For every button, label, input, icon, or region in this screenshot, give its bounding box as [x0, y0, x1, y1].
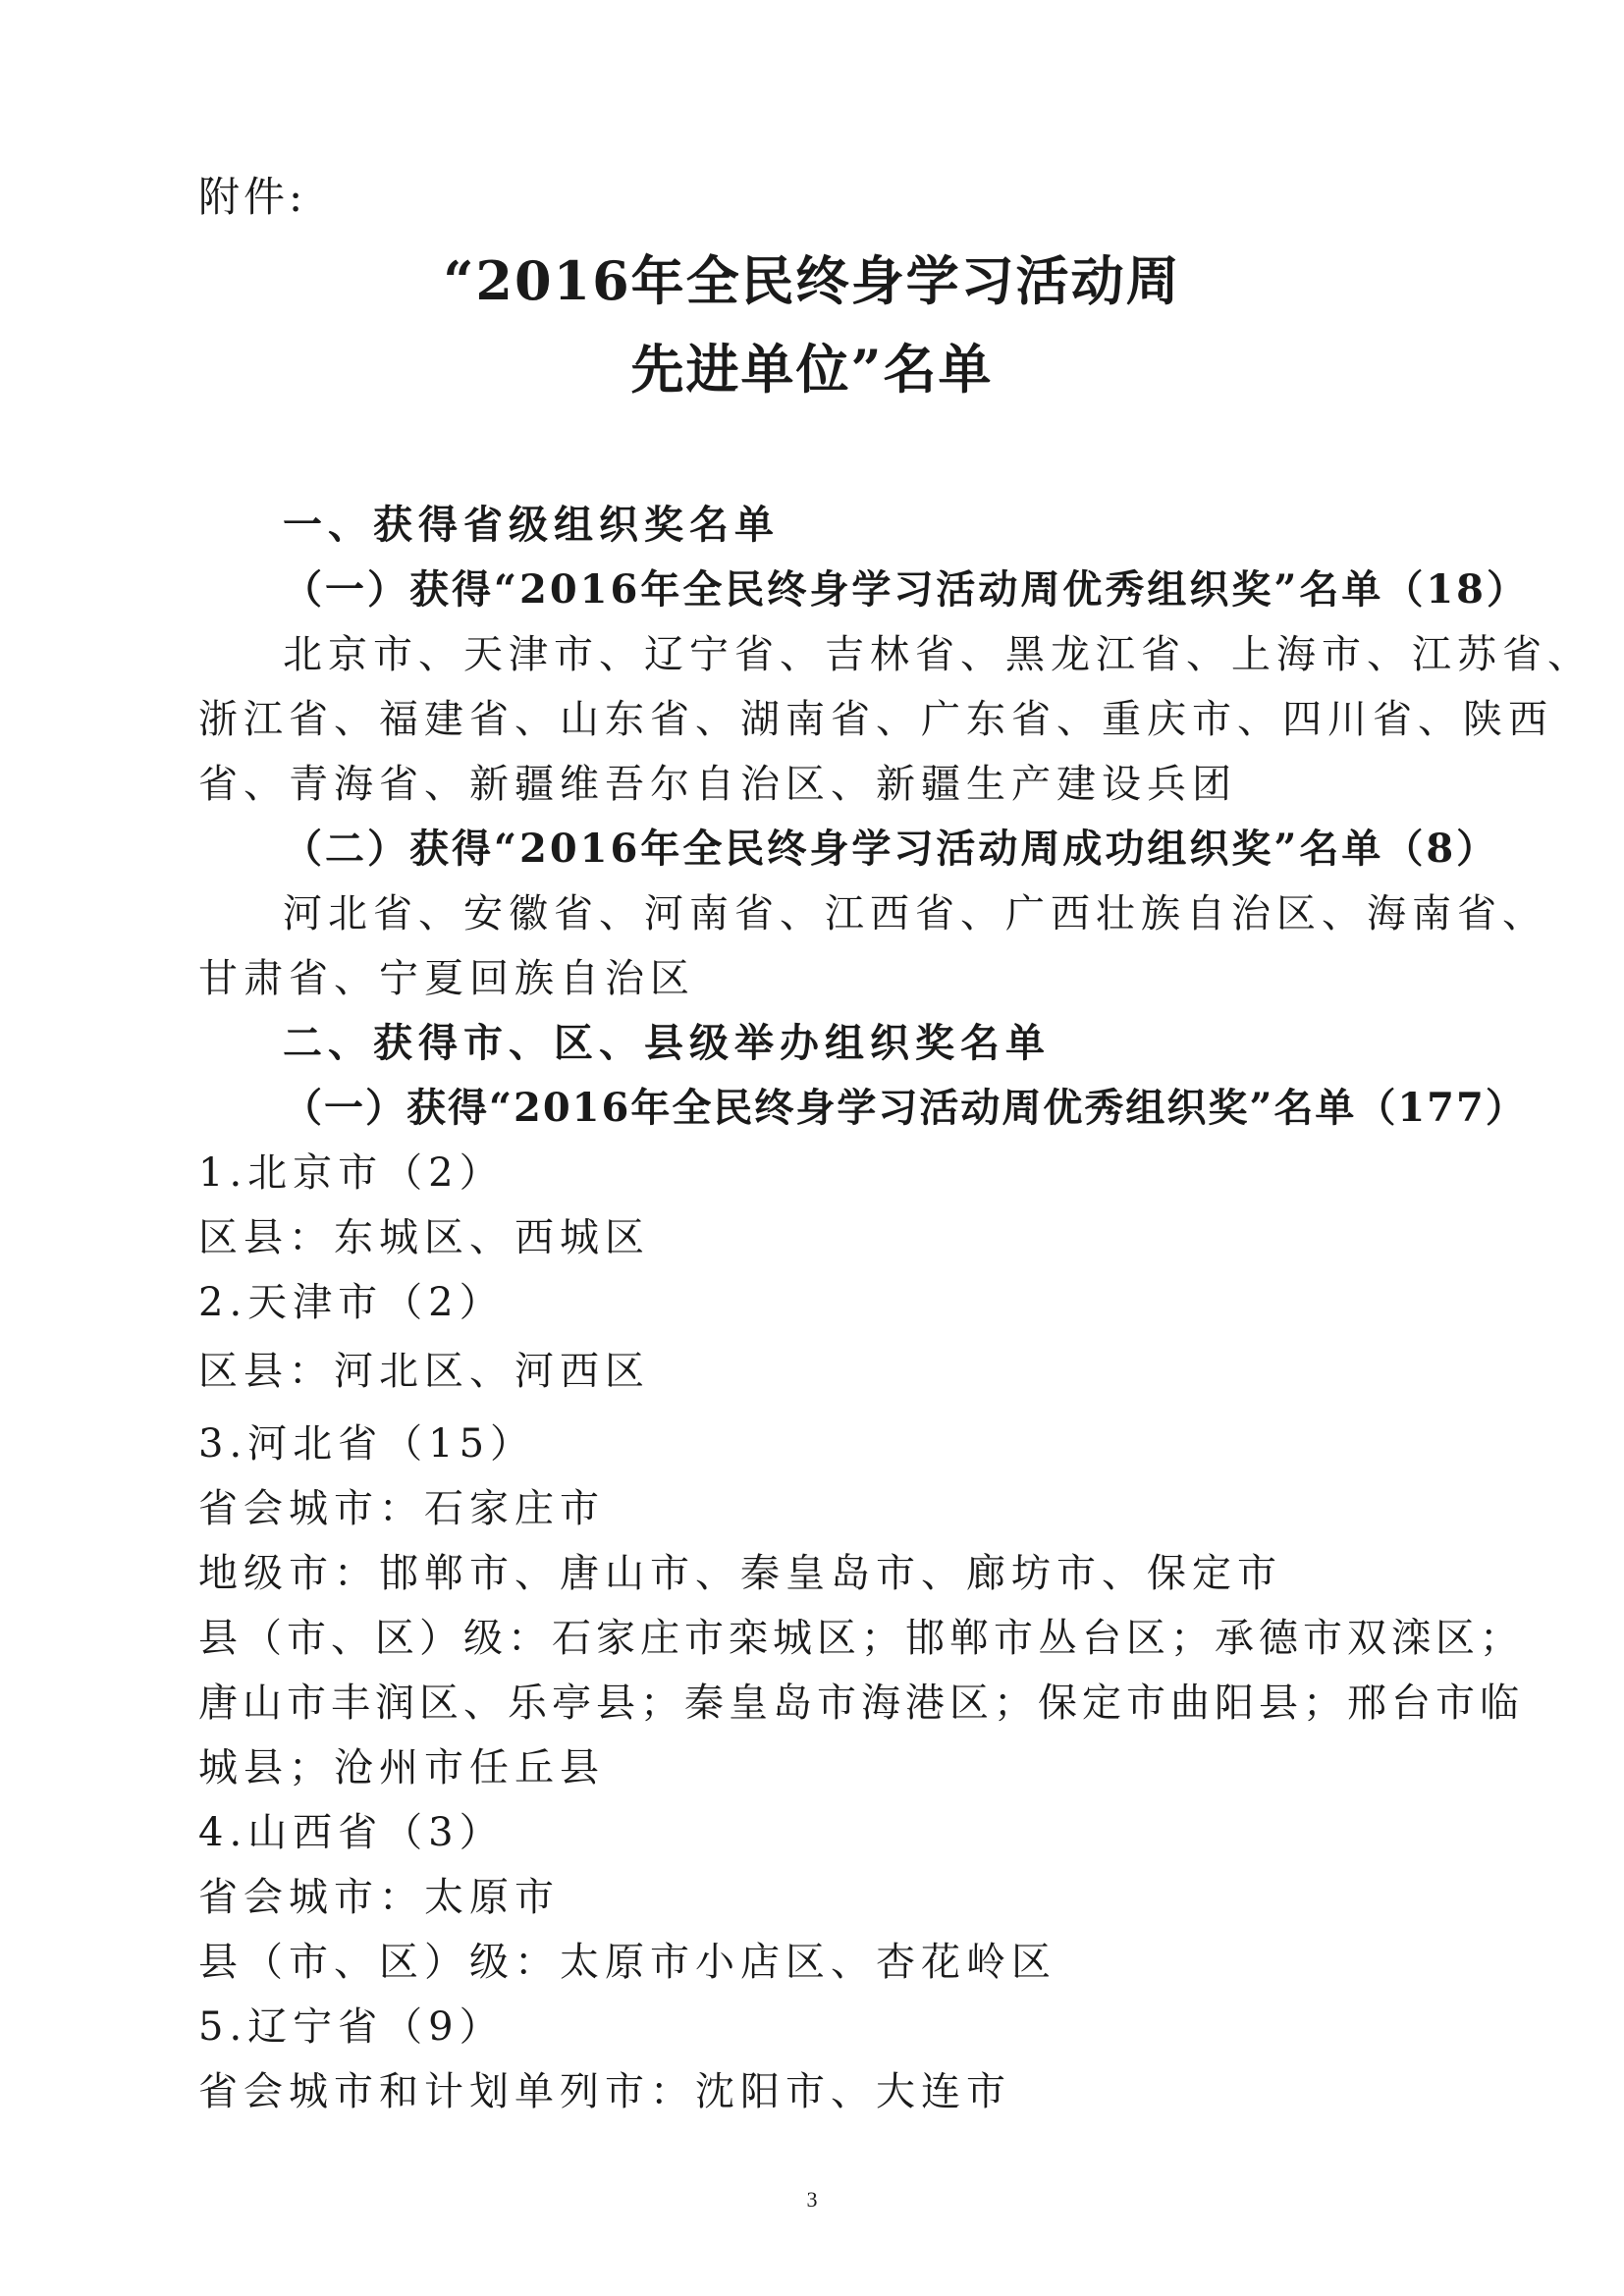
- document-title-line-2: 先进单位”名单: [630, 338, 994, 400]
- list-line: 城县；沧州市任丘县: [198, 1745, 605, 1790]
- list-line: 甘肃省、宁夏回族自治区: [198, 956, 695, 1001]
- list-line: 河北省、安徽省、河南省、江西省、广西壮族自治区、海南省、: [283, 891, 1547, 936]
- page-number: 3: [806, 2187, 818, 2212]
- list-line: 县（市、区）级：石家庄市栾城区；邯郸市丛台区；承德市双滦区；: [198, 1616, 1524, 1661]
- list-line: 省、青海省、新疆维吾尔自治区、新疆生产建设兵团: [198, 762, 1237, 807]
- list-line: 浙江省、福建省、山东省、湖南省、广东省、重庆市、四川省、陕西: [198, 697, 1553, 742]
- list-line: 省会城市：石家庄市: [198, 1486, 605, 1531]
- list-line: 唐山市丰润区、乐亭县；秦皇岛市海港区；保定市曲阳县；邢台市临: [198, 1681, 1524, 1726]
- list-line: 省会城市：太原市: [198, 1875, 560, 1920]
- section-heading-city: 二、获得市、区、县级举办组织奖名单: [283, 1020, 1051, 1066]
- list-line: 区县：东城区、西城区: [198, 1215, 650, 1260]
- province-heading: 1.北京市（2）: [198, 1150, 505, 1196]
- subsection-heading: （二）获得“2016年全民终身学习活动周成功组织奖”名单（8）: [283, 826, 1499, 872]
- province-heading: 3.河北省（15）: [198, 1421, 536, 1467]
- subsection-heading: （一）获得“2016年全民终身学习活动周优秀组织奖”名单（18）: [283, 566, 1530, 613]
- list-line: 北京市、天津市、辽宁省、吉林省、黑龙江省、上海市、江苏省、: [283, 632, 1593, 677]
- subsection-heading: （一）获得“2016年全民终身学习活动周优秀组织奖”名单（177）: [283, 1085, 1527, 1131]
- list-line: 地级市：邯郸市、唐山市、秦皇岛市、廊坊市、保定市: [198, 1551, 1282, 1596]
- list-line: 区县：河北区、河西区: [198, 1349, 650, 1394]
- list-line: 省会城市和计划单列市：沈阳市、大连市: [198, 2069, 1011, 2114]
- list-line: 县（市、区）级：太原市小店区、杏花岭区: [198, 1940, 1056, 1985]
- section-heading-provincial: 一、获得省级组织奖名单: [283, 502, 780, 548]
- province-heading: 4.山西省（3）: [198, 1810, 505, 1855]
- document-title-line-1: “2016年全民终身学习活动周: [443, 249, 1181, 312]
- attachment-label: 附件:: [198, 173, 307, 221]
- province-heading: 5.辽宁省（9）: [198, 2004, 505, 2050]
- province-heading: 2.天津市（2）: [198, 1280, 505, 1325]
